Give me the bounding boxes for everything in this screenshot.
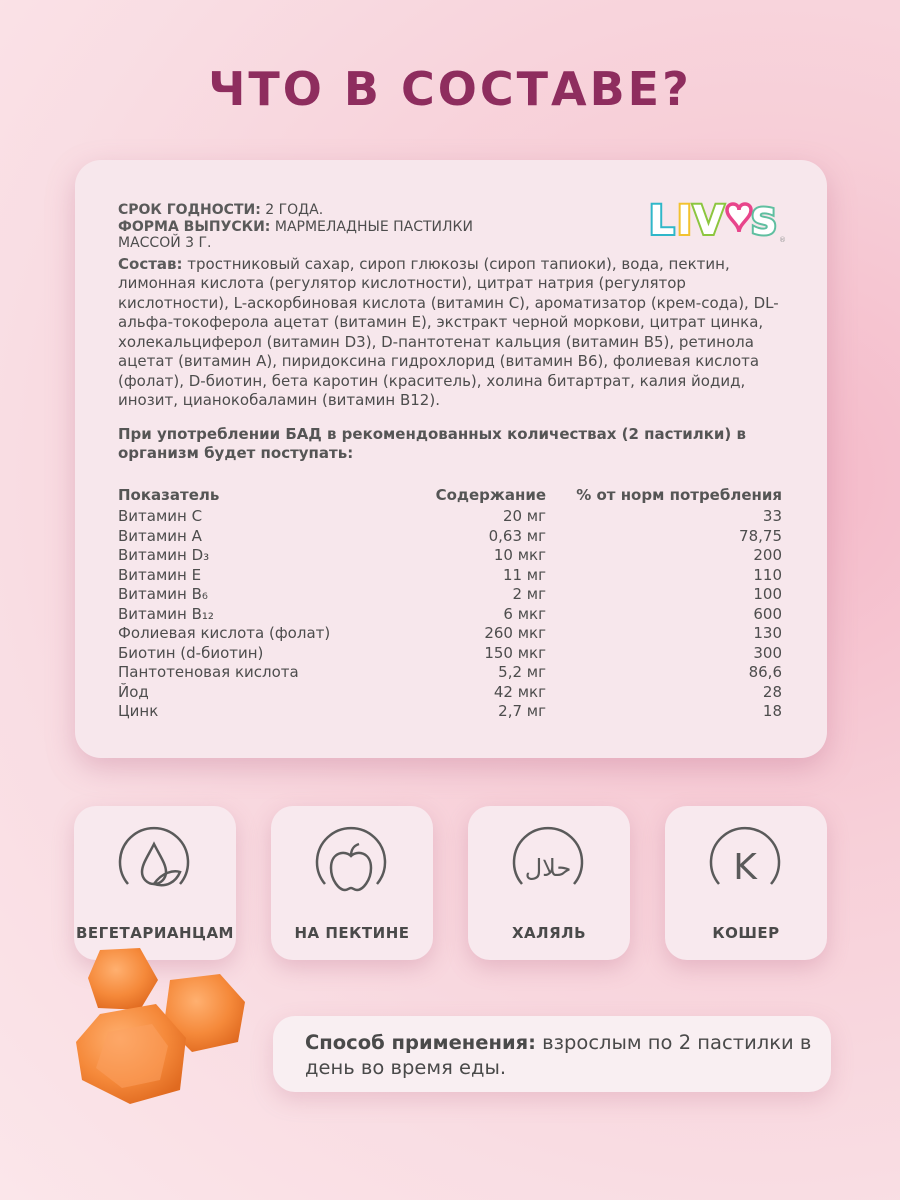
badge-label: КОШЕР	[712, 924, 780, 942]
nutrient-percent: 100	[753, 585, 782, 603]
nutrient-name: Йод	[118, 682, 149, 701]
badge-vegetarian	[74, 806, 236, 960]
nutrient-amount: 10 мкг	[493, 546, 546, 564]
nutrient-name: Витамин С	[118, 507, 203, 525]
gummies-image	[60, 940, 270, 1130]
form-value-2: МАССОЙ 3 Г.	[118, 235, 212, 251]
svg-text:I: I	[677, 198, 692, 244]
composition-body: тростниковый сахар, сироп глюкозы (сироп тапиоки), вода, пектин, лимонная кислота (регулятор кислотности), цитрат натрия (регулятор кислотности), L-аскорбиновая кислота (витамин С), ароматизатор (крем-сода), DL-альфа-токоферола ацетат (витамин Е), экстракт черной моркови, цитрат цинка, холекальциферол (витамин D3), D-пантотенат кальция (витамин В5), ретинола ацетат (витамин А), пиридоксина гидрохлорид (витамин В6), фолиевая кислота (фолат), D-биотин, бета каротин (краситель), холина битартрат, калия йодид, инозит, цианокобаламин (витамин В12).	[118, 254, 779, 409]
badge-pectin	[271, 806, 433, 960]
nutrient-amount: 150 мкг	[484, 643, 546, 662]
usage-label: Способ применения:	[305, 1031, 536, 1054]
shelf-label: СРОК ГОДНОСТИ:	[118, 202, 261, 218]
badge-kosher	[665, 806, 827, 960]
nutrient-percent: 78,75	[739, 526, 782, 545]
table-row	[118, 683, 782, 703]
nutrient-percent: 86,6	[748, 663, 782, 681]
nutrient-percent: 200	[753, 546, 782, 564]
nutrient-percent: 300	[753, 643, 782, 662]
meta-block	[118, 202, 786, 252]
svg-text:S: S	[751, 202, 777, 243]
apple-icon	[311, 826, 391, 906]
nutrient-amount: 0,63 мг	[488, 526, 546, 545]
svg-text:®: ®	[779, 236, 786, 244]
nutrient-amount: 11 мг	[502, 565, 546, 584]
table-row	[118, 702, 782, 722]
nutrient-amount: 5,2 мг	[498, 663, 546, 681]
nutrient-name: Биотин (d-биотин)	[118, 643, 264, 662]
table-row	[118, 585, 782, 605]
nutrient-percent: 130	[753, 624, 782, 642]
badge-label: НА ПЕКТИНЕ	[294, 924, 410, 942]
usage-text	[305, 1030, 815, 1080]
composition-text	[118, 255, 786, 411]
nutrient-name: Витамин D₃	[118, 546, 210, 564]
nutrient-amount: 2 мг	[512, 585, 546, 603]
table-row	[118, 527, 782, 547]
usage-body: взрослым по 2 пастилки в день во время еды.	[305, 1031, 812, 1079]
nutrient-amount: 260 мкг	[484, 624, 546, 642]
nutrient-name: Цинк	[118, 702, 159, 720]
svg-text:V: V	[693, 198, 724, 244]
table-row	[118, 566, 782, 586]
nutrient-amount: 2,7 мг	[498, 702, 546, 720]
nutrient-percent: 33	[762, 507, 782, 525]
nutrient-percent: 600	[753, 604, 782, 623]
nutrient-name: Витамин А	[118, 526, 202, 545]
nutrient-name: Витамин Е	[118, 565, 202, 584]
table-row	[118, 605, 782, 625]
form-label: ФОРМА ВЫПУСКИ:	[118, 218, 271, 235]
table-row	[118, 644, 782, 664]
badge-label: ХАЛЯЛЬ	[511, 924, 587, 942]
table-row	[118, 624, 782, 644]
svg-text:K: K	[733, 847, 757, 888]
form-value: МАРМЕЛАДНЫЕ ПАСТИЛКИ	[270, 218, 473, 235]
kosher-icon	[705, 826, 785, 906]
nutrient-table	[118, 486, 782, 722]
table-row	[118, 507, 782, 527]
usage-box	[273, 1016, 831, 1092]
nutrient-amount: 6 мкг	[503, 604, 546, 623]
nutrient-percent: 18	[762, 702, 782, 720]
composition-label: Состав:	[118, 254, 183, 273]
nutrient-amount: 20 мг	[502, 507, 546, 525]
leaf-drop-icon	[114, 826, 194, 906]
nutrient-name: Витамин В₁₂	[118, 604, 214, 623]
badge-halal	[468, 806, 630, 960]
svg-text:حلال: حلال	[524, 854, 572, 882]
table-header: Содержание	[435, 485, 546, 504]
nutrient-amount: 42 мкг	[493, 682, 546, 701]
nutrient-name: Фолиевая кислота (фолат)	[118, 624, 331, 642]
table-header: Показатель	[118, 485, 220, 504]
shelf-value: 2 ГОДА.	[260, 202, 324, 218]
nutrient-percent: 28	[762, 682, 782, 701]
dosage-intro: При употреблении БАД в рекомендованных количествах (2 пастилки) в организм будет поступать:	[118, 424, 746, 462]
badge-label: ВЕГЕТАРИАНЦАМ	[76, 924, 234, 942]
svg-text:L: L	[649, 198, 675, 244]
nutrient-name: Витамин В₆	[118, 585, 208, 603]
nutrient-percent: 110	[753, 565, 782, 584]
nutrient-name: Пантотеновая кислота	[118, 663, 299, 681]
page-title: ЧТО В СОСТАВЕ?	[208, 62, 692, 116]
table-row	[118, 663, 782, 683]
halal-icon	[508, 826, 588, 906]
composition-card	[75, 160, 827, 758]
table-header: % от норм потребления	[576, 485, 782, 504]
table-row	[118, 546, 782, 566]
